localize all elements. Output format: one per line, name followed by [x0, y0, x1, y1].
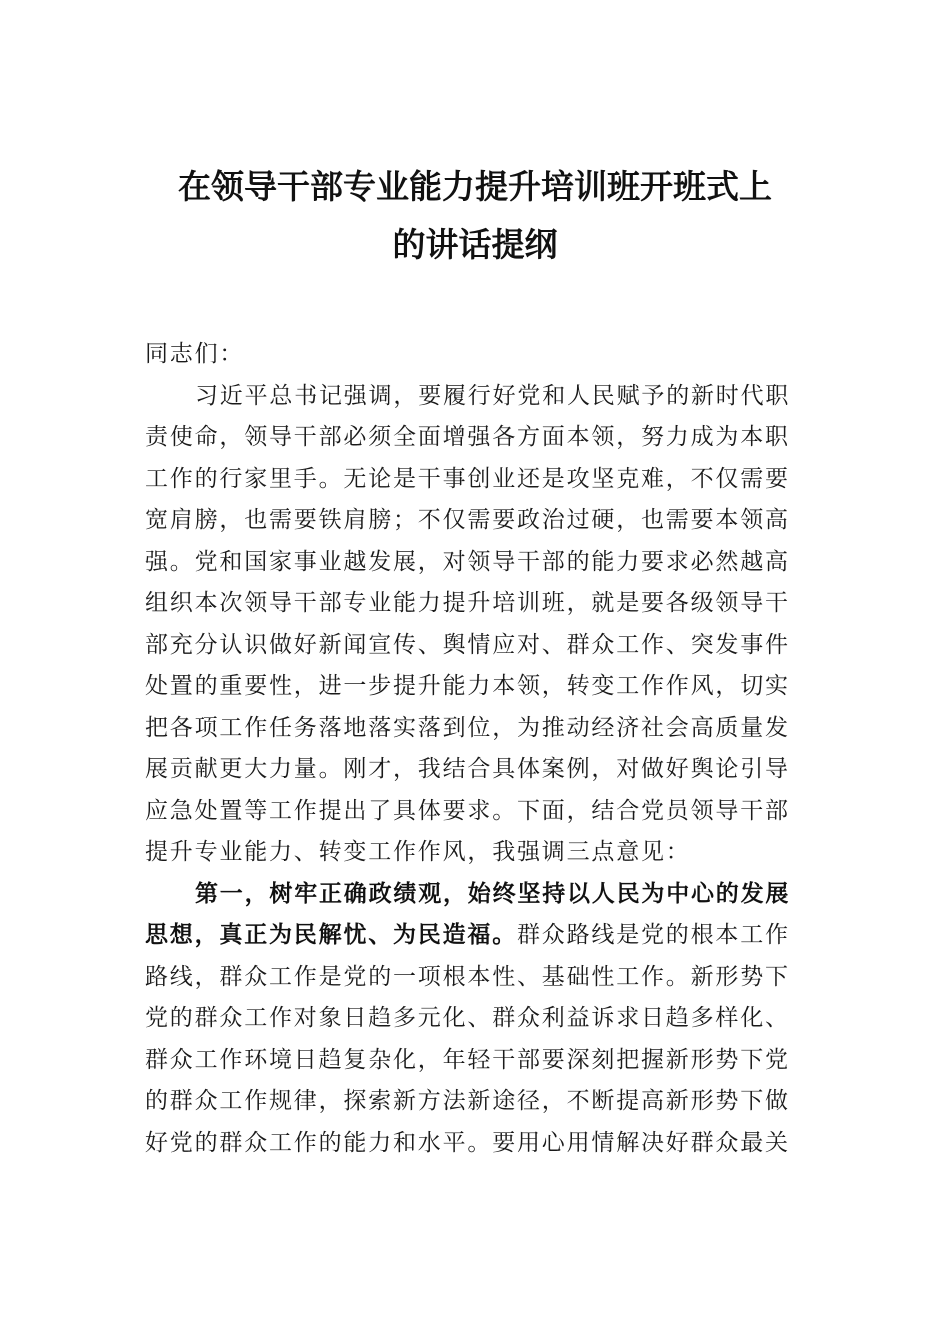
- text-line: 强。党和国家事业越发展，对领导干部的能力要求必然越高: [145, 548, 790, 575]
- text-line: 工作的行家里手。无论是干事创业还是攻坚克难，不仅需要: [145, 465, 790, 492]
- text-line: 应急处置等工作提出了具体要求。下面，结合党员领导干部: [145, 797, 790, 824]
- text-line-mixed: [145, 915, 809, 957]
- text-line: 提升专业能力、转变工作作风，我强调三点意见：: [145, 839, 691, 865]
- document-title: [140, 158, 810, 274]
- text-line: 群众工作环境日趋复杂化，年轻干部要深刻把握新形势下党: [145, 1046, 790, 1073]
- paragraph-1: [145, 376, 809, 874]
- text-line: 把各项工作任务落地落实落到位，为推动经济社会高质量发: [145, 714, 790, 741]
- paragraph-2: [145, 874, 809, 1165]
- title-line-2: 的讲话提纲: [392, 225, 558, 264]
- section-heading-line: 第一，树牢正确政绩观，始终坚持以人民为中心的发展: [195, 880, 791, 907]
- text-line: 组织本次领导干部专业能力提升培训班，就是要各级领导干: [145, 590, 790, 616]
- text-line: 处置的重要性，进一步提升能力本领，转变工作作风，切实: [145, 673, 790, 699]
- text-line: 展贡献更大力量。刚才，我结合具体案例，对做好舆论引导: [145, 756, 790, 782]
- document-body: [145, 334, 809, 1164]
- text-line: 路线，群众工作是党的一项根本性、基础性工作。新形势下: [145, 963, 790, 990]
- salutation: 同志们：: [145, 341, 245, 367]
- text-line: 习近平总书记强调，要履行好党和人民赋予的新时代职: [195, 382, 791, 409]
- text-line: 党的群众工作对象日趋多元化、群众利益诉求日趋多样化、: [145, 1005, 790, 1031]
- text-line: 责使命，领导干部必须全面增强各方面本领，努力成为本职: [145, 424, 790, 450]
- text-run: 群众路线是党的根本工作: [517, 922, 790, 948]
- section-heading-end: 思想，真正为民解忧、为民造福。: [145, 922, 517, 948]
- text-line: 的群众工作规律，探索新方法新途径，不断提高新形势下做: [145, 1088, 790, 1114]
- text-line: 部充分认识做好新闻宣传、舆情应对、群众工作、突发事件: [145, 631, 790, 658]
- text-line: 宽肩膀，也需要铁肩膀；不仅需要政治过硬，也需要本领高: [145, 507, 790, 533]
- title-line-1: 在领导干部专业能力提升培训班开班式上: [178, 167, 772, 206]
- text-line: 好党的群众工作的能力和水平。要用心用情解决好群众最关: [145, 1129, 790, 1156]
